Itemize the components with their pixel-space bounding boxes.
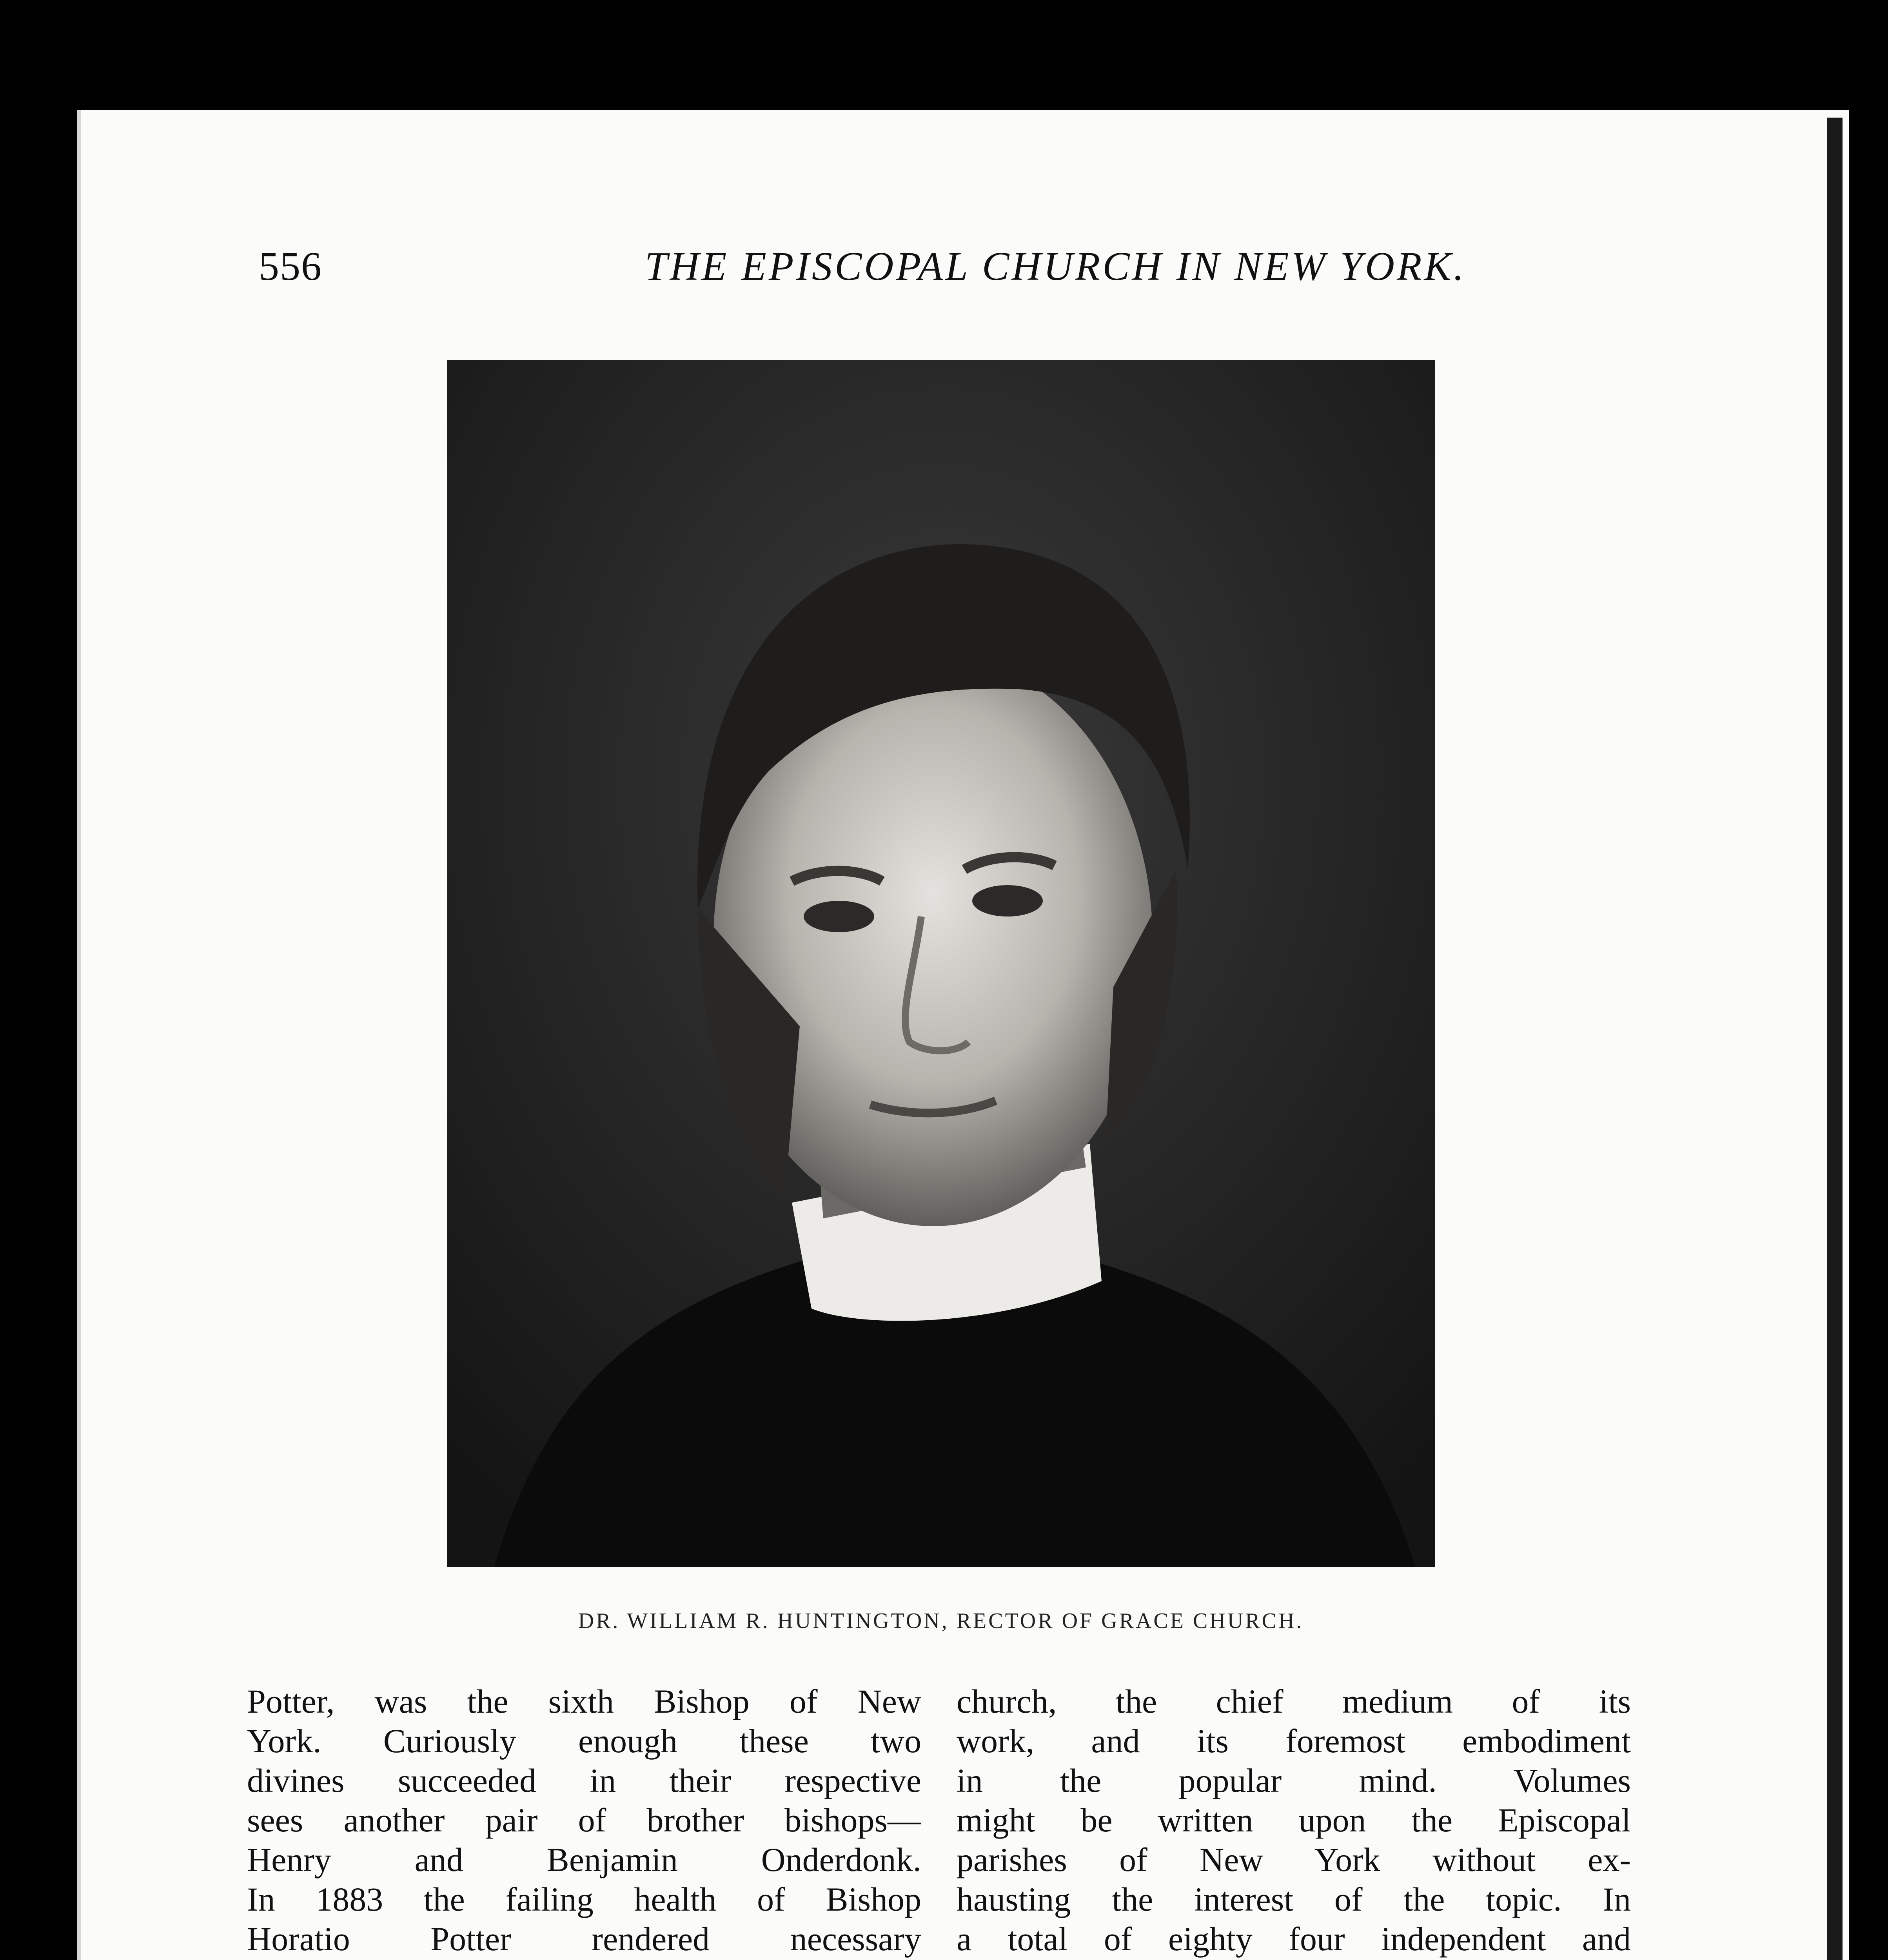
- text-line: Horatio Potter rendered necessary: [247, 1920, 921, 1958]
- portrait-photo: [447, 360, 1435, 1567]
- text-line: might be written upon the Episcopal: [957, 1801, 1631, 1839]
- page-number: 556: [259, 244, 322, 289]
- text-line: church, the chief medium of its: [957, 1682, 1631, 1720]
- text-line: York. Curiously enough these two: [247, 1722, 921, 1760]
- text-line: a total of eighty four independent and: [957, 1920, 1631, 1958]
- running-head: [259, 239, 1466, 294]
- photo-caption: DR. WILLIAM R. HUNTINGTON, RECTOR OF GRACE CHURCH.: [578, 1609, 1304, 1633]
- text-line: in the popular mind. Volumes: [957, 1762, 1631, 1799]
- running-title: THE EPISCOPAL CHURCH IN NEW YORK.: [644, 244, 1466, 289]
- page-gutter: [77, 110, 81, 1960]
- portrait-illustration: [447, 360, 1435, 1567]
- adjacent-page-edge: [1827, 118, 1843, 1960]
- text-line: Potter, was the sixth Bishop of New: [247, 1682, 921, 1720]
- text-line: hausting the interest of the topic. In: [957, 1880, 1631, 1918]
- text-line: divines succeeded in their respective: [247, 1762, 921, 1799]
- text-column-left: [247, 1682, 921, 1960]
- text-line: work, and its foremost embodiment: [957, 1722, 1631, 1760]
- text-column-right: [957, 1682, 1631, 1960]
- text-line: sees another pair of brother bishops—: [247, 1801, 921, 1839]
- text-line: parishes of New York without ex-: [957, 1841, 1631, 1878]
- text-line: In 1883 the failing health of Bishop: [247, 1880, 921, 1918]
- text-line: Henry and Benjamin Onderdonk.: [247, 1841, 921, 1878]
